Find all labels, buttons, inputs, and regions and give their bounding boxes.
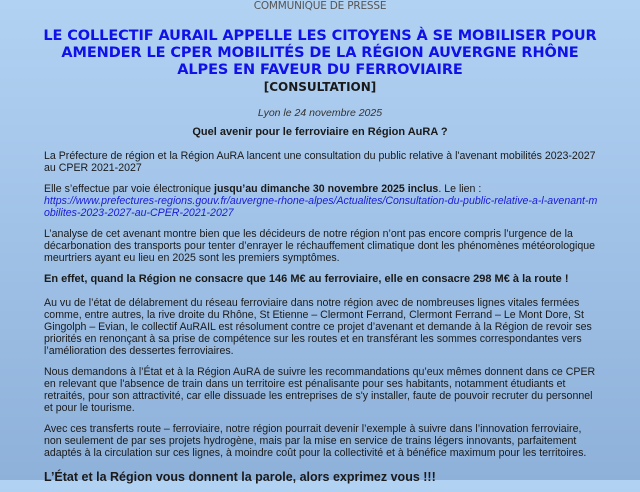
deadline-link-intro: . Le lien :: [438, 183, 482, 195]
paragraph-innovation: Avec ces transferts route – ferroviaire, notre région pourrait devenir l’exemple à suivre dans l’innovation ferroviaire, non seulement de par ses projets hydrogène, mais par la mise en service de trains légers innovants, parfaitement adaptés à la circulation sur ces lignes, à moindre coût pour la collectivité et à bénéfice maximum pour les territoires.: [44, 423, 587, 459]
article-body: [44, 150, 600, 492]
paragraph-analysis: L’analyse de cet avenant montre bien que les décideurs de notre région n’ont pas encore compris l’urgence de la décarbonation des transports pour tenter d’enrayer le réchauffement climatique dont les phénomènes météorologique meurtriers ayant eu lieu en 2025 sont les premiers symptômes.: [44, 228, 596, 264]
paragraph-network: Au vu de l’état de délabrement du réseau ferroviaire dans notre région avec de nombreuses lignes vitales fermées comme, entre autres, la rive droite du Rhône, St Etienne – Clermont Ferrand, Clermont Ferrand – Le Mont Dore, St Gingolph – Evian, le collectif AuRAIL est résolument contre ce projet d’avenant et demande à la Région de revoir ses priorités en renonçant à sa prise de compétence sur les routes et en transférant les sommes correspondantes vers l’amélioration des dessertes ferroviaires.: [44, 297, 592, 357]
deadline-date: jusqu’au dimanche 30 novembre 2025 inclus: [214, 183, 439, 195]
page-title: LE COLLECTIF AURAIL APPELLE LES CITOYENS À SE MOBILISER POUR AMENDER LE CPER MOBILITÉS DE LA RÉGION AUVERGNE RHÔNE ALPES EN FAVEUR DU FERROVIAIRE: [43, 28, 597, 78]
paragraph-consultation: La Préfecture de région et la Région AuRA lancent une consultation du public relative à l'avenant mobilités 2023-2027 au CPER 2021-2027: [44, 150, 596, 174]
deadline-intro: Elle s’effectue par voie électronique: [44, 183, 214, 195]
consultation-link[interactable]: https://www.prefectures-regions.gouv.fr/auvergne-rhone-alpes/Actualites/Consultation-du-public-relative-a-l-avenant-mobilites-2023-2027-au-CPER-2021-2027: [44, 195, 598, 219]
question-heading: Quel avenir pour le ferroviaire en Région AuRA ?: [192, 126, 448, 138]
paragraph-deadline: [44, 183, 600, 219]
subtitle: [CONSULTATION]: [263, 80, 377, 94]
press-release-label: COMMUNIQUE DE PRESSE: [253, 0, 387, 12]
paragraph-demands: Nous demandons à l’État et à la Région AuRA de suivre les recommandations qu’eux mêmes donnent dans ce CPER en relevant que l'absence de train dans un territoire est pénalisante pour ses habitants, notamment étudiants et retraités, pour son attractivité, car elle dissuade les entreprises de s'y installer, faute de pouvoir recruter du personnel et pour le tourisme.: [44, 366, 596, 414]
date-line: Lyon le 24 novembre 2025: [257, 107, 383, 119]
call-to-action: L’État et la Région vous donnent la parole, alors exprimez vous !!!: [44, 470, 436, 484]
budget-highlight: En effet, quand la Région ne consacre que 146 M€ au ferroviaire, elle en consacre 298 M€ à la route !: [44, 273, 569, 285]
